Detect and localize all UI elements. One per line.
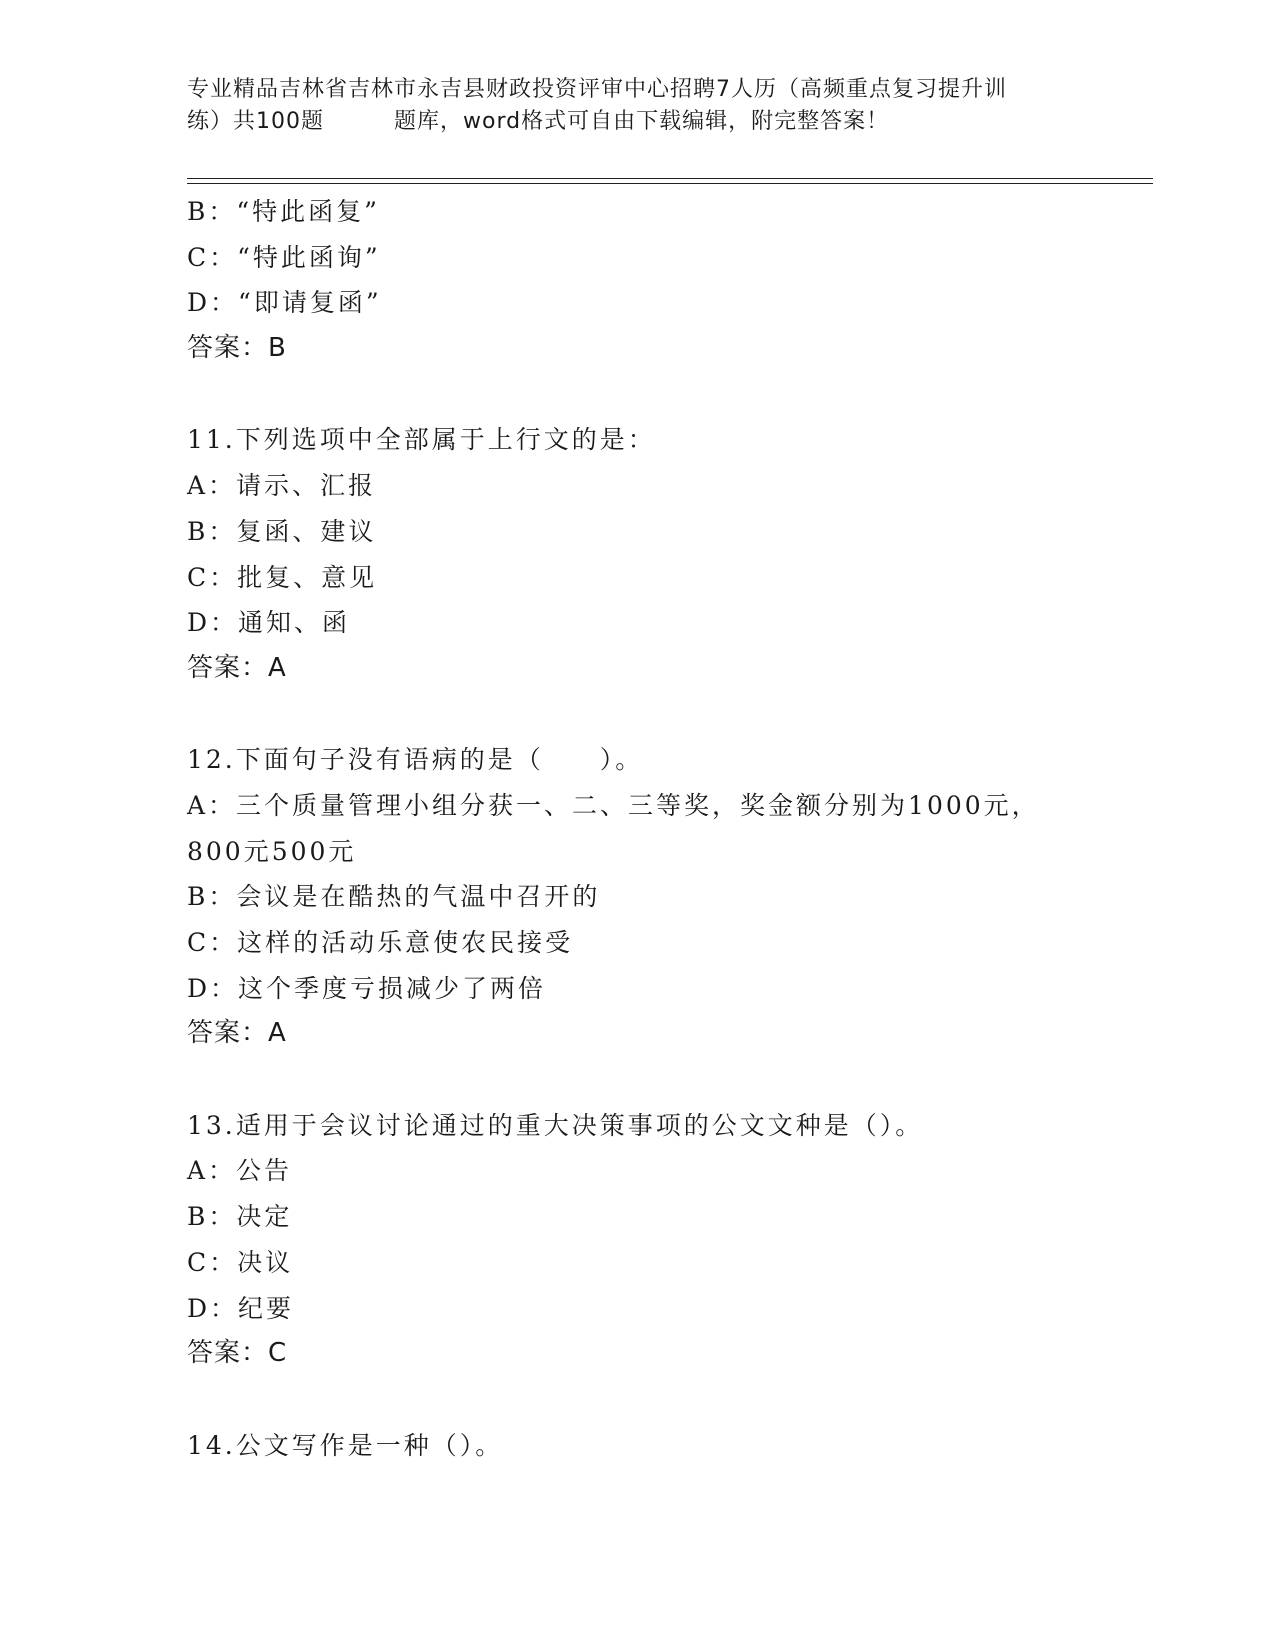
option-c: C：批复、意见 <box>187 562 378 592</box>
header-title-line-2 <box>187 106 1087 138</box>
question-stem: 13.适用于会议讨论通过的重大决策事项的公文文种是（）。 <box>187 1110 924 1140</box>
question-13 <box>187 1103 1153 1377</box>
question-stem: 14.公文写作是一种（）。 <box>187 1430 504 1460</box>
option-b: B：复函、建议 <box>187 516 377 546</box>
header-title-count: 练）共100题 <box>187 109 324 134</box>
option-b: B：会议是在酷热的气温中召开的 <box>187 882 601 912</box>
option-a: A：三个质量管理小组分获一、二、三等奖，奖金额分别为1000元， <box>187 790 1040 820</box>
option-d: D：通知、函 <box>187 608 351 638</box>
answer-line: 答案：C <box>187 1338 288 1369</box>
option-b: B：决定 <box>187 1202 293 1232</box>
option-d: D：“即请复函” <box>187 288 382 318</box>
answer-line: 答案：A <box>187 652 287 683</box>
header-title-line-1: 专业精品吉林省吉林市永吉县财政投资评审中心招聘7人历（高频重点复习提升训 <box>187 77 1007 102</box>
question-12 <box>187 737 1153 1057</box>
option-a: A：公告 <box>187 1156 293 1186</box>
question-11 <box>187 417 1153 691</box>
question-10-continued <box>187 189 1153 372</box>
option-c: C：“特此函询” <box>187 242 381 272</box>
option-d: D：纪要 <box>187 1293 295 1323</box>
header-title-format: 题库，word格式可自由下载编辑，附完整答案！ <box>394 109 890 134</box>
page-header <box>187 74 1087 138</box>
option-a: A：请示、汇报 <box>187 471 377 501</box>
header-divider-top <box>187 178 1153 179</box>
option-c: C：决议 <box>187 1247 294 1277</box>
option-b: B：“特此函复” <box>187 197 380 226</box>
question-stem: 12.下面句子没有语病的是（ ）。 <box>187 745 644 775</box>
answer-line: 答案：B <box>187 333 287 364</box>
question-stem: 11.下列选项中全部属于上行文的是： <box>187 425 656 455</box>
question-14 <box>187 1423 1153 1469</box>
option-a-continued: 800元500元 <box>187 836 357 866</box>
option-c: C：这样的活动乐意使农民接受 <box>187 928 574 957</box>
option-d: D：这个季度亏损减少了两倍 <box>187 973 547 1003</box>
header-divider-bottom <box>187 183 1153 184</box>
answer-line: 答案：A <box>187 1018 287 1049</box>
question-list <box>187 189 1153 1468</box>
